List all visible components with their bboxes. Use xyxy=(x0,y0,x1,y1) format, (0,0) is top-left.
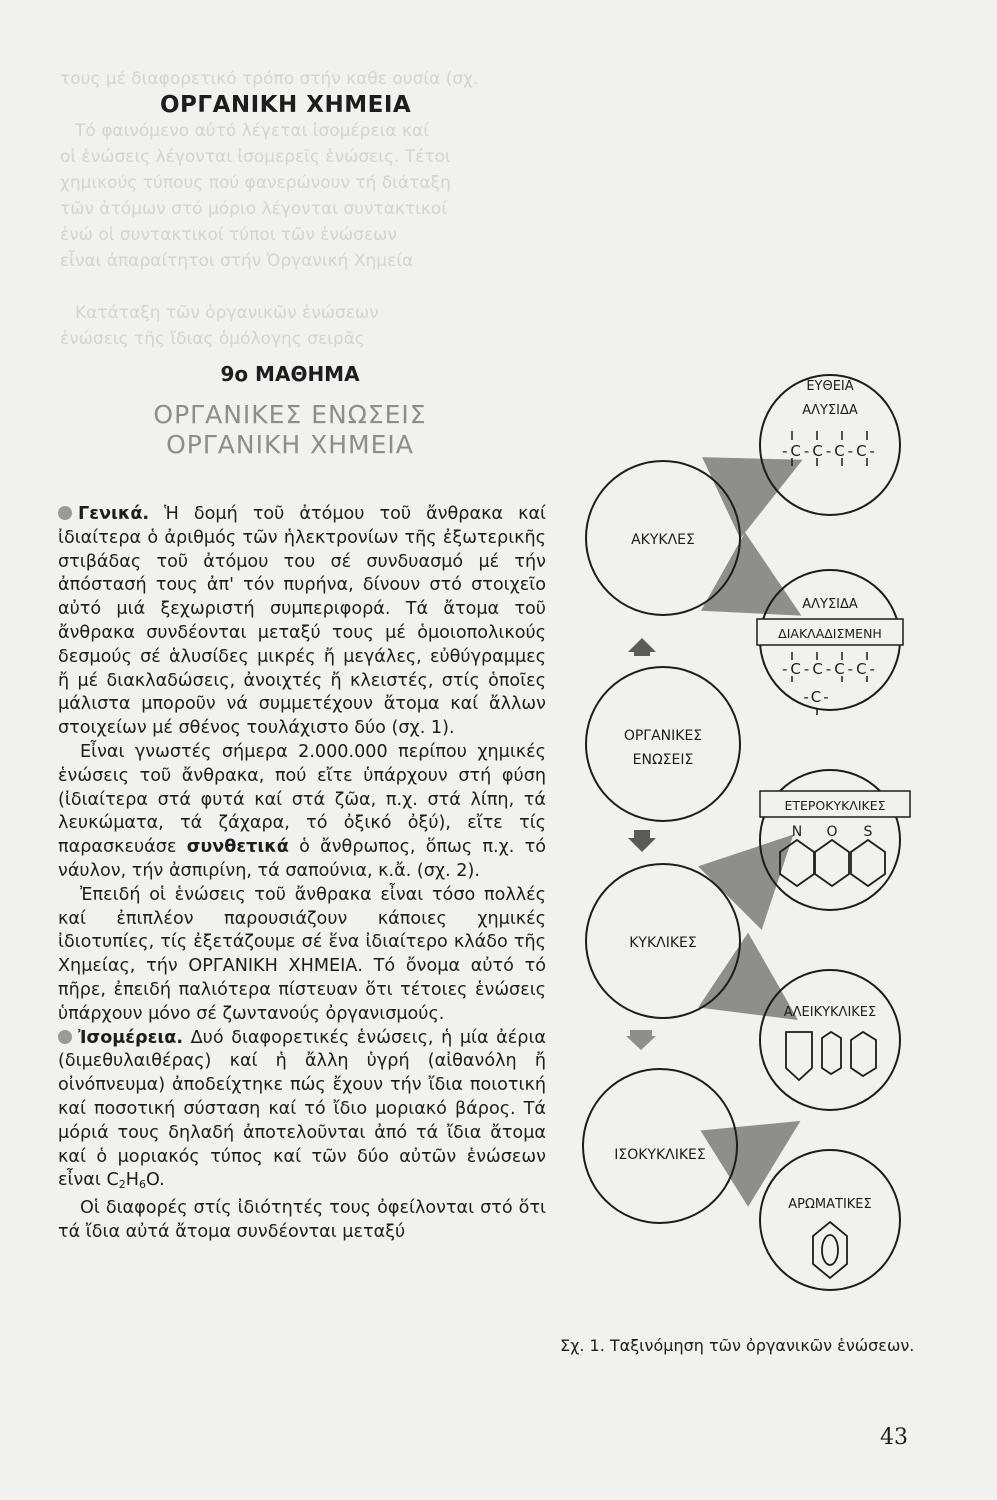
page-title: ΟΡΓΑΝΙΚΗ ΧΗΜΕΙΑ xyxy=(160,92,412,118)
classification-diagram xyxy=(560,340,960,1325)
ring-shape-icons xyxy=(786,1032,876,1080)
paragraph-text: Ἡ δομή τοῦ ἀτόμου τοῦ ἄνθρακα καί ἰδιαίτερα ὁ ἀριθμός τῶν ἡλεκτρονίων τῆς ἐξωτερικῆς στιβάδας τοῦ ἀτόμου του σέ συνδυασμό μέ τήν ἀπόστασή τους ἀπ' τόν πυρήνα, δίνουν στό στοιχεῖο αὐτό μιά ξεχωριστή συμπεριφορά. Τά ἄτομα τοῦ ἄνθρακα συνδέονται μεταξύ τους μέ ὁμοιοπολικούς δεσμούς σέ ἁλυσίδες μικρές ἤ μεγάλες, εὐθύγραμμες ἤ μέ διακλαδώσεις, ἀνοιχτές ἤ κλειστές, στίς ὁποῖες μάλιστα μποροῦν νά συμμετέχουν ἄτομα καί ἄλλων στοιχείων μέ σθένος τουλάχιστο δύο (σχ. 1). xyxy=(58,504,546,739)
bleed-line: ἐνώσεις τῆς ἴδιας ὁμόλογης σειρᾶς xyxy=(60,329,365,349)
bullet-dot-icon xyxy=(58,1030,72,1044)
node-alicyclic xyxy=(760,970,900,1110)
lesson-number: 9ο ΜΑΘΗΜΑ xyxy=(220,362,360,386)
node-straight-chain xyxy=(760,375,900,515)
svg-text:ΕΤΕΡΟΚΥΚΛΙΚΕΣ: ΕΤΕΡΟΚΥΚΛΙΚΕΣ xyxy=(784,798,886,813)
svg-text:ΟΡΓΑΝΙΚΕΣ: ΟΡΓΑΝΙΚΕΣ xyxy=(623,728,703,744)
svg-text:-C-C-C-C-: -C-C-C-C- xyxy=(782,442,878,460)
benzene-ring-icon xyxy=(813,1222,847,1278)
svg-text:ΑΛΕΙΚΥΚΛΙΚΕΣ: ΑΛΕΙΚΥΚΛΙΚΕΣ xyxy=(783,1005,877,1020)
paragraph: Οἱ διαφορές στίς ἰδιότητές τους ὀφείλονται στό ὅτι τά ἴδια αὐτά ἄτομα συνδέονται μεταξύ xyxy=(58,1198,546,1242)
svg-text:O: O xyxy=(826,824,838,840)
paragraph-text: Εἶναι γνωστές σήμερα 2.000.000 περίπου χημικές ἑνώσεις τοῦ ἄνθρακα, πού εἴτε ὑπάρχουν στή φύση (ἰδιαίτερα στά φυτά καί στά ζῶα, π.χ. στά λίπη, τά λευκώματα, τά ζάχαρα, τό ὀξικό ὀξύ), εἴτε τίς παρασκευάσε xyxy=(58,741,546,858)
caption-label: Σχ. 1. xyxy=(560,1336,605,1355)
lesson-subtitle: ΟΡΓΑΝΙΚΕΣ ΕΝΩΣΕΙΣ xyxy=(153,400,427,429)
paragraph: Ἐπειδή οἱ ἑνώσεις τοῦ ἄνθρακα εἶναι τόσο πολλές καί ἐπιπλέον παρουσιάζουν κάποιες χημικές ἰδιοτυπίες, τίς ἐξετάζουμε σέ ἕνα ἰδιαίτερο κλάδο τῆς Χημείας, τήν ΟΡΓΑΝΙΚΗ ΧΗΜΕΙΑ. Τό ὄνομα αὐτό τό πῆρε, ἐπειδή παλιότερα πίστευαν ὅτι τέτοιες ἑνώσεις ὑπάρχουν μόνο σέ ζωντανούς ὀργανισμούς. xyxy=(58,884,546,1024)
node-branched-chain xyxy=(757,570,903,715)
svg-text:S: S xyxy=(863,824,873,840)
svg-text:ΚΥΚΛΙΚΕΣ: ΚΥΚΛΙΚΕΣ xyxy=(629,935,697,951)
node-heterocyclic xyxy=(760,770,910,910)
svg-text:ΑΚΥΚΛΕΣ: ΑΚΥΚΛΕΣ xyxy=(631,532,695,548)
svg-text:ΕΥΘΕΙΑ: ΕΥΘΕΙΑ xyxy=(806,379,854,394)
figure-caption xyxy=(560,1335,920,1357)
bleed-line: χημικούς τύπους πού φανερώνουν τή διάταξη xyxy=(60,173,451,193)
arrow-up-icon xyxy=(628,638,656,652)
node-isocyclic xyxy=(583,1069,737,1223)
node-cyclic xyxy=(586,864,740,1018)
bleed-line: Κατάταξη τῶν ὀργανικῶν ἑνώσεων xyxy=(75,303,379,323)
bullet-dot-icon xyxy=(58,506,72,520)
diagram-arrows xyxy=(623,475,770,1160)
bleed-line: ἐνώ οἱ συντακτικοί τύποι τῶν ἑνώσεων xyxy=(60,225,397,245)
lesson-subtitle: ΟΡΓΑΝΙΚΗ ΧΗΜΕΙΑ xyxy=(166,430,414,459)
bleed-line: οἱ ἑνώσεις λέγονται ἰσομερεῖς ἑνώσεις. Τέτοι xyxy=(60,147,451,167)
node-organic-compounds xyxy=(586,667,740,821)
bleed-line: τῶν ἀτόμων στό μόριο λέγονται συντακτικοί xyxy=(60,199,448,219)
section-term: Ἰσομέρεια. xyxy=(78,1027,184,1048)
svg-text:ΑΛΥΣΙΔΑ: ΑΛΥΣΙΔΑ xyxy=(802,403,858,418)
bleed-line: εἶναι ἀπαραίτητοι στήν Ὀργανική Χημεία xyxy=(60,251,414,271)
molecular-formula: $C_2H_6O$ xyxy=(106,1170,160,1192)
bleed-line: τους μέ διαφορετικό τρόπο στήν καθε ουσία (σχ. xyxy=(60,69,479,89)
paragraph-isomery: Ἰσομέρεια. Δυό διαφορετικές ἑνώσεις, ἡ μία ἀέρια (διμεθυλαιθέρας) καί ἡ ἄλλη ὑγρή (αἰθανόλη ἤ οἰνόπνευμα) ἀποδείχτηκε πώς ἔχουν τήν ἴδια ποιοτική καί ποσοτική σύσταση καί τό ἴδιο μοριακό βάρος. Τά μόριά τους δηλαδή ἀποτελοῦνται ἀπό τά ἴδια ἄτομα καί ὁ μοριακός τύπος καί τῶν δύο αὐτῶν ἑνώσεων εἶναι $C_2H_6O$. xyxy=(58,1027,546,1192)
emphasis-term: συνθετικά xyxy=(186,837,289,858)
paragraph-general xyxy=(58,503,546,741)
body-text xyxy=(58,503,546,1245)
arrow-down-icon xyxy=(626,1036,656,1050)
page-number: 43 xyxy=(880,1425,908,1450)
paragraph-text: ὁ ἄνθρωπος, ὅπως π.χ. τό νάυλον, τήν ἀσπιρίνη, τά σαπούνια, κ.ἄ. (σχ. 2). xyxy=(58,837,547,881)
hexagon-ring-icons xyxy=(780,840,885,886)
node-aromatic xyxy=(760,1150,900,1290)
svg-text:-C-C-C-C-: -C-C-C-C- xyxy=(782,660,878,678)
svg-text:N: N xyxy=(791,824,803,840)
svg-text:ΔΙΑΚΛΑΔΙΣΜΕΝΗ: ΔΙΑΚΛΑΔΙΣΜΕΝΗ xyxy=(778,626,882,641)
bleed-line: Τό φαινόμενο αὐτό λέγεται ἰσομέρεια καί xyxy=(75,121,429,141)
caption-text: Ταξινόμηση τῶν ὀργανικῶν ἑνώσεων. xyxy=(604,1336,915,1355)
svg-text:ΙΣΟΚΥΚΛΙΚΕΣ: ΙΣΟΚΥΚΛΙΚΕΣ xyxy=(614,1147,706,1163)
arrow-down-icon xyxy=(628,838,656,852)
paragraph-text: Δυό διαφορετικές ἑνώσεις, ἡ μία ἀέρια (διμεθυλαιθέρας) καί ἡ ἄλλη ὑγρή (αἰθανόλη ἤ οἰνόπνευμα) ἀποδείχτηκε πώς ἔχουν τήν ἴδια ποιοτική καί ποσοτική σύσταση καί τό ἴδιο μοριακό βάρος. Τά μόριά τους δηλαδή ἀποτελοῦνται ἀπό τά ἴδια ἄτομα καί ὁ μοριακός τύπος καί τῶν δύο αὐτῶν ἑνώσεων εἶναι xyxy=(58,1027,546,1191)
node-acyclic xyxy=(586,461,740,615)
svg-text:ΑΡΩΜΑΤΙΚΕΣ: ΑΡΩΜΑΤΙΚΕΣ xyxy=(788,1197,872,1212)
paragraph xyxy=(58,741,546,884)
section-term: Γενικά. xyxy=(78,504,150,524)
svg-text:-C-: -C- xyxy=(803,688,831,706)
svg-text:ΑΛΥΣΙΔΑ: ΑΛΥΣΙΔΑ xyxy=(802,597,858,612)
svg-text:ΕΝΩΣΕΙΣ: ΕΝΩΣΕΙΣ xyxy=(632,752,694,768)
